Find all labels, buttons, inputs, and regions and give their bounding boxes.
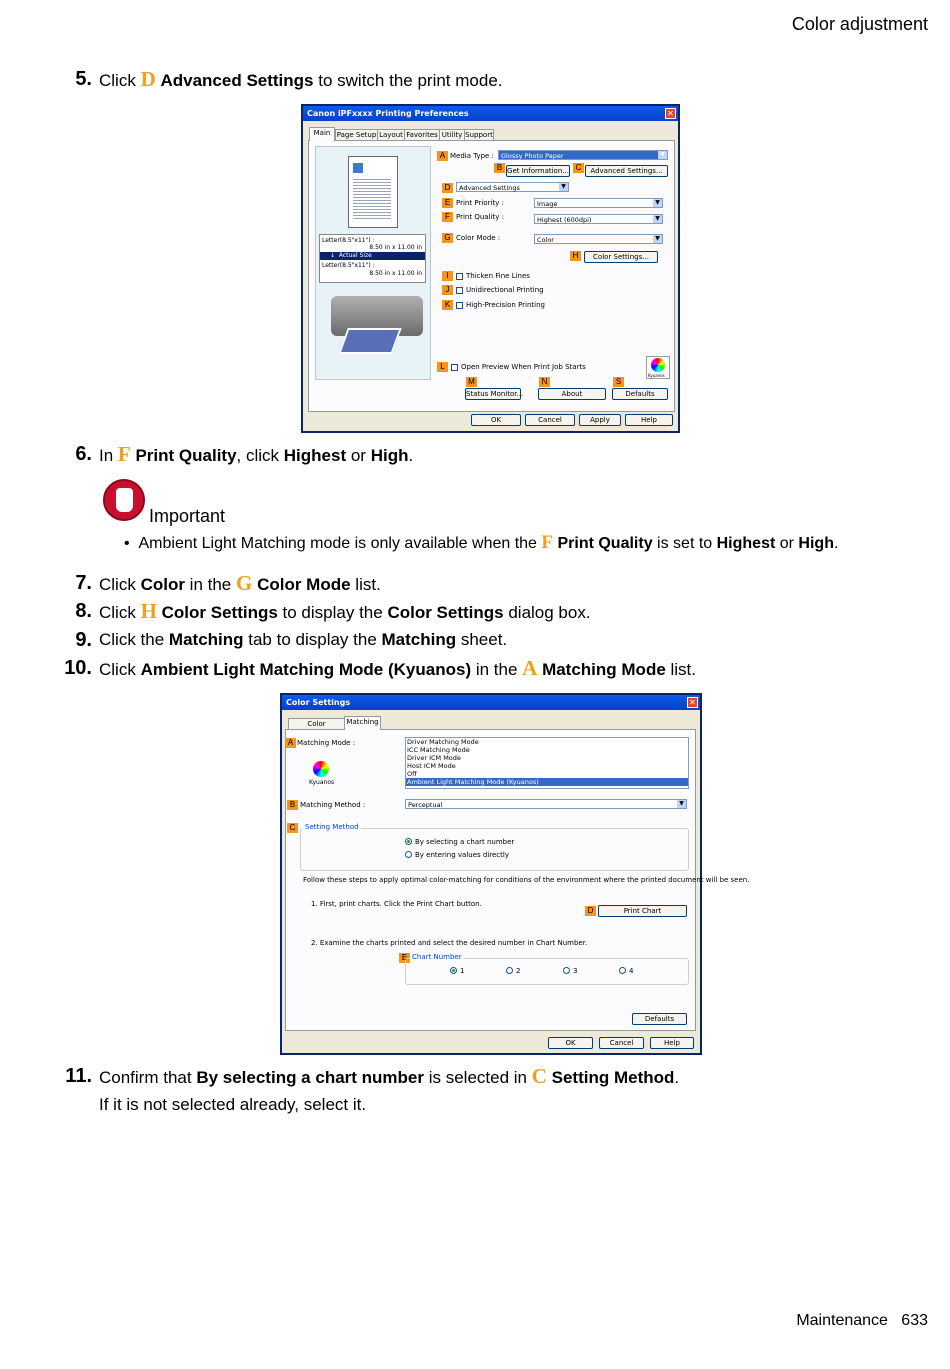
- color-mode-value: Color: [537, 236, 554, 244]
- chart-2-radio[interactable]: [506, 967, 513, 974]
- paper-size-info: [319, 234, 426, 283]
- callout-a: A: [285, 738, 296, 748]
- print-quality-value: Highest (600dpi): [537, 216, 592, 224]
- emph: Print Quality: [557, 535, 653, 552]
- kyuanos-text: Kyuanos: [309, 779, 335, 786]
- close-icon[interactable]: ✕: [687, 697, 698, 708]
- text: in the: [471, 660, 523, 679]
- emph: Print Quality: [135, 446, 237, 465]
- callout-b: B: [494, 163, 505, 173]
- get-information-button[interactable]: Get Information...: [507, 167, 569, 175]
- tab-page-setup[interactable]: Page Setup: [336, 131, 377, 139]
- chevron-down-icon: ▼: [653, 235, 662, 243]
- chart-4-radio[interactable]: [619, 967, 626, 974]
- callout-l: L: [437, 362, 448, 372]
- unidirectional-label: Unidirectional Printing: [466, 286, 544, 294]
- emph: Advanced Settings: [160, 71, 314, 90]
- callout-letter: G: [236, 571, 253, 595]
- text: to display the: [277, 603, 388, 622]
- tab-color-adjustment[interactable]: Color: [288, 718, 345, 730]
- text: or: [346, 446, 371, 465]
- help-button[interactable]: Help: [650, 1037, 694, 1049]
- step-number: 6.: [75, 443, 92, 465]
- media-type-label: Media Type :: [450, 152, 494, 160]
- high-precision-checkbox[interactable]: [456, 302, 463, 309]
- footer-section: Maintenance: [796, 1312, 888, 1329]
- apply-button[interactable]: Apply: [579, 414, 621, 426]
- callout-g: G: [442, 233, 453, 243]
- printing-preferences-dialog: [301, 104, 680, 433]
- defaults-button[interactable]: Defaults: [612, 388, 668, 400]
- cancel-button[interactable]: Cancel: [599, 1037, 644, 1049]
- paper-illustration: [338, 328, 401, 354]
- text: Click: [99, 71, 141, 90]
- by-values-label: By entering values directly: [415, 851, 509, 859]
- step-number: 10.: [64, 657, 92, 679]
- callout-letter: F: [541, 532, 554, 553]
- step-number: 8.: [75, 600, 92, 622]
- callout-f: F: [442, 212, 453, 222]
- emph: Ambient Light Matching Mode (Kyuanos): [140, 660, 472, 679]
- callout-letter: F: [117, 442, 131, 466]
- text: dialog box.: [503, 603, 591, 622]
- ok-button[interactable]: OK: [548, 1037, 593, 1049]
- callout-m: M: [466, 377, 477, 387]
- emph: Highest: [283, 446, 347, 465]
- page-number: 633: [901, 1312, 928, 1329]
- chart-number-title: Chart Number: [412, 953, 462, 961]
- thicken-checkbox[interactable]: [456, 273, 463, 280]
- emph: Matching Mode: [542, 660, 666, 679]
- emph: Matching: [168, 630, 244, 649]
- callout-n: N: [539, 377, 550, 387]
- instructions-text: Follow these steps to apply optimal color-matching for conditions of the environment where the printed document will be seen.: [303, 876, 750, 884]
- print-priority-select[interactable]: [534, 198, 663, 208]
- close-icon[interactable]: ✕: [665, 108, 676, 119]
- emph: Color Settings: [387, 603, 504, 622]
- text: In: [99, 446, 118, 465]
- tab-layout[interactable]: Layout: [377, 129, 405, 141]
- text: .: [408, 446, 414, 465]
- callout-s: S: [613, 377, 624, 387]
- print-mode-value: Advanced Settings: [459, 184, 520, 192]
- callout-letter: H: [140, 599, 157, 623]
- dialog-title: Color Settings: [282, 695, 700, 710]
- setting-method-group: [300, 828, 689, 871]
- emph: Setting Method: [551, 1068, 675, 1087]
- step-text: [99, 572, 381, 596]
- text: sheet.: [456, 630, 508, 649]
- defaults-button[interactable]: Defaults: [632, 1013, 687, 1025]
- open-preview-label: Open Preview When Print Job Starts: [461, 363, 586, 371]
- callout-d: D: [442, 183, 453, 193]
- media-type-select[interactable]: [498, 150, 668, 160]
- chevron-down-icon: ▼: [653, 215, 662, 223]
- paper-size-line: Letter(8.5"x11") :: [322, 237, 375, 244]
- chart-4-label: 4: [629, 967, 634, 975]
- tab-main[interactable]: Main: [309, 127, 335, 141]
- color-mode-select[interactable]: [534, 234, 663, 244]
- print-mode-select[interactable]: [456, 182, 569, 192]
- step-number: 9.: [75, 629, 92, 651]
- list-item[interactable]: Driver ICM Mode: [407, 754, 461, 762]
- page-preview: [348, 156, 398, 228]
- thicken-label: Thicken Fine Lines: [466, 272, 530, 280]
- callout-letter: A: [522, 656, 538, 680]
- advanced-settings-button[interactable]: Advanced Settings...: [585, 165, 668, 177]
- text: Ambient Light Matching mode is only available when the: [138, 535, 542, 552]
- callout-k: K: [442, 300, 453, 310]
- chart-number-group: [405, 958, 689, 985]
- section-header: Color adjustment: [791, 14, 928, 34]
- tab-matching[interactable]: Matching: [344, 716, 381, 730]
- callout-b: B: [287, 800, 298, 810]
- setting-method-title: Setting Method: [305, 823, 359, 831]
- list-item[interactable]: Driver Matching Mode: [407, 738, 479, 746]
- list-item[interactable]: Off: [407, 770, 417, 778]
- emph: Color: [140, 575, 185, 594]
- by-chart-radio[interactable]: [405, 838, 412, 845]
- list-item-selected[interactable]: Ambient Light Matching Mode (Kyuanos): [406, 778, 688, 786]
- important-heading: Important: [149, 506, 226, 526]
- step-text: [99, 68, 503, 92]
- by-chart-label: By selecting a chart number: [415, 838, 515, 846]
- step-number: 11.: [65, 1065, 92, 1087]
- color-mode-label: Color Mode :: [456, 234, 501, 242]
- step-text: [99, 600, 591, 624]
- text: to switch the print mode.: [313, 71, 503, 90]
- callout-i: I: [442, 271, 453, 281]
- tab-utility[interactable]: Utility: [439, 129, 465, 141]
- text: tab to display the: [243, 630, 382, 649]
- callout-a: A: [437, 151, 448, 161]
- callout-d: D: [585, 906, 596, 916]
- emph: High: [798, 535, 834, 552]
- text: Confirm that: [99, 1068, 197, 1087]
- actual-size-label: Actual Size: [338, 252, 372, 259]
- chart-1-radio[interactable]: [450, 967, 457, 974]
- chevron-down-icon: ▼: [658, 151, 667, 159]
- list-item[interactable]: ICC Matching Mode: [407, 746, 470, 754]
- step-text: [99, 443, 413, 467]
- step1-text: 1. First, print charts. Click the Print Chart button.: [311, 900, 482, 908]
- hand-shape: [116, 488, 133, 512]
- step-text: [99, 1065, 679, 1089]
- emph: High: [370, 446, 409, 465]
- text: Click: [99, 660, 141, 679]
- color-wheel-icon: [651, 358, 665, 372]
- text: Click: [99, 603, 141, 622]
- text: Click the: [99, 630, 169, 649]
- matching-method-value: Perceptual: [408, 801, 443, 809]
- text: list.: [350, 575, 381, 594]
- step-text: [99, 657, 696, 681]
- text: .: [833, 535, 839, 552]
- text: .: [674, 1068, 680, 1087]
- callout-e: E: [442, 198, 453, 208]
- text: is set to: [652, 535, 717, 552]
- text: , click: [236, 446, 284, 465]
- emph: By selecting a chart number: [196, 1068, 424, 1087]
- output-size-line: Letter(8.5"x11") :: [322, 262, 375, 269]
- callout-letter: D: [140, 67, 156, 91]
- print-chart-button[interactable]: Print Chart: [598, 905, 687, 917]
- emph: Highest: [716, 535, 776, 552]
- chevron-down-icon: ▼: [677, 800, 686, 808]
- ok-button[interactable]: OK: [471, 414, 521, 426]
- cancel-button[interactable]: Cancel: [525, 414, 575, 426]
- by-values-radio[interactable]: [405, 851, 412, 858]
- step-number: 7.: [75, 572, 92, 594]
- callout-j: J: [442, 285, 453, 295]
- step-text: [99, 629, 507, 651]
- step-text: If it is not selected already, select it.: [99, 1095, 367, 1114]
- color-settings-button[interactable]: Color Settings...: [584, 251, 658, 263]
- tab-favorites[interactable]: Favorites: [404, 129, 440, 141]
- step2-text: 2. Examine the charts printed and select the desired number in Chart Number.: [311, 939, 588, 947]
- callout-c: C: [573, 163, 584, 173]
- open-preview-checkbox[interactable]: [451, 364, 458, 371]
- callout-c: C: [287, 823, 298, 833]
- kyuanos-text: Kyuanos: [648, 373, 665, 378]
- high-precision-label: High-Precision Printing: [466, 301, 545, 309]
- text: in the: [184, 575, 236, 594]
- text-lines: [353, 177, 391, 221]
- print-quality-label: Print Quality :: [456, 213, 504, 221]
- chart-1-label: 1: [460, 967, 465, 975]
- text: or: [775, 535, 799, 552]
- paper-size-dims: 8.50 in x 11.00 in: [369, 244, 422, 251]
- image-icon: [353, 163, 363, 173]
- chevron-down-icon: ▼: [559, 183, 568, 191]
- print-quality-select[interactable]: [534, 214, 663, 224]
- print-priority-label: Print Priority :: [456, 199, 504, 207]
- color-wheel-icon: [313, 761, 329, 777]
- matching-method-select[interactable]: [405, 799, 687, 809]
- matching-mode-list[interactable]: [405, 737, 689, 789]
- important-hand-icon: [103, 479, 145, 521]
- emph: Matching: [381, 630, 457, 649]
- step-number: 5.: [75, 68, 92, 90]
- important-bullet: • Ambient Light Matching mode is only available when the F Print Quality is set to Highest or High.: [124, 532, 839, 553]
- about-button[interactable]: About: [538, 388, 606, 400]
- matching-mode-label: Matching Mode :: [297, 739, 356, 747]
- kyuanos-logo: [646, 356, 670, 379]
- text: Click: [99, 575, 141, 594]
- callout-letter: C: [531, 1064, 547, 1088]
- print-priority-value: Image: [537, 200, 558, 208]
- chevron-down-icon: ▼: [653, 199, 662, 207]
- callout-e: E: [399, 953, 410, 963]
- chart-2-label: 2: [516, 967, 521, 975]
- emph: Color Settings: [161, 603, 278, 622]
- status-monitor-button[interactable]: Status Monitor...: [466, 390, 524, 398]
- help-button[interactable]: Help: [625, 414, 673, 426]
- chart-3-label: 3: [573, 967, 578, 975]
- chart-3-radio[interactable]: [563, 967, 570, 974]
- unidirectional-checkbox[interactable]: [456, 287, 463, 294]
- matching-method-label: Matching Method :: [300, 801, 366, 809]
- color-settings-dialog: [280, 693, 750, 1055]
- callout-h: H: [570, 251, 581, 261]
- text: is selected in: [424, 1068, 532, 1087]
- tab-support[interactable]: Support: [465, 131, 493, 139]
- page-footer: [796, 1312, 928, 1330]
- text: list.: [665, 660, 697, 679]
- emph: Color Mode: [257, 575, 351, 594]
- list-item[interactable]: Host ICM Mode: [407, 762, 456, 770]
- actual-size-row: ↓ Actual Size: [320, 252, 425, 260]
- output-size-dims: 8.50 in x 11.00 in: [369, 270, 422, 277]
- media-type-value: Glossy Photo Paper: [501, 152, 564, 160]
- dialog-title: Canon iPFxxxx Printing Preferences: [303, 106, 678, 121]
